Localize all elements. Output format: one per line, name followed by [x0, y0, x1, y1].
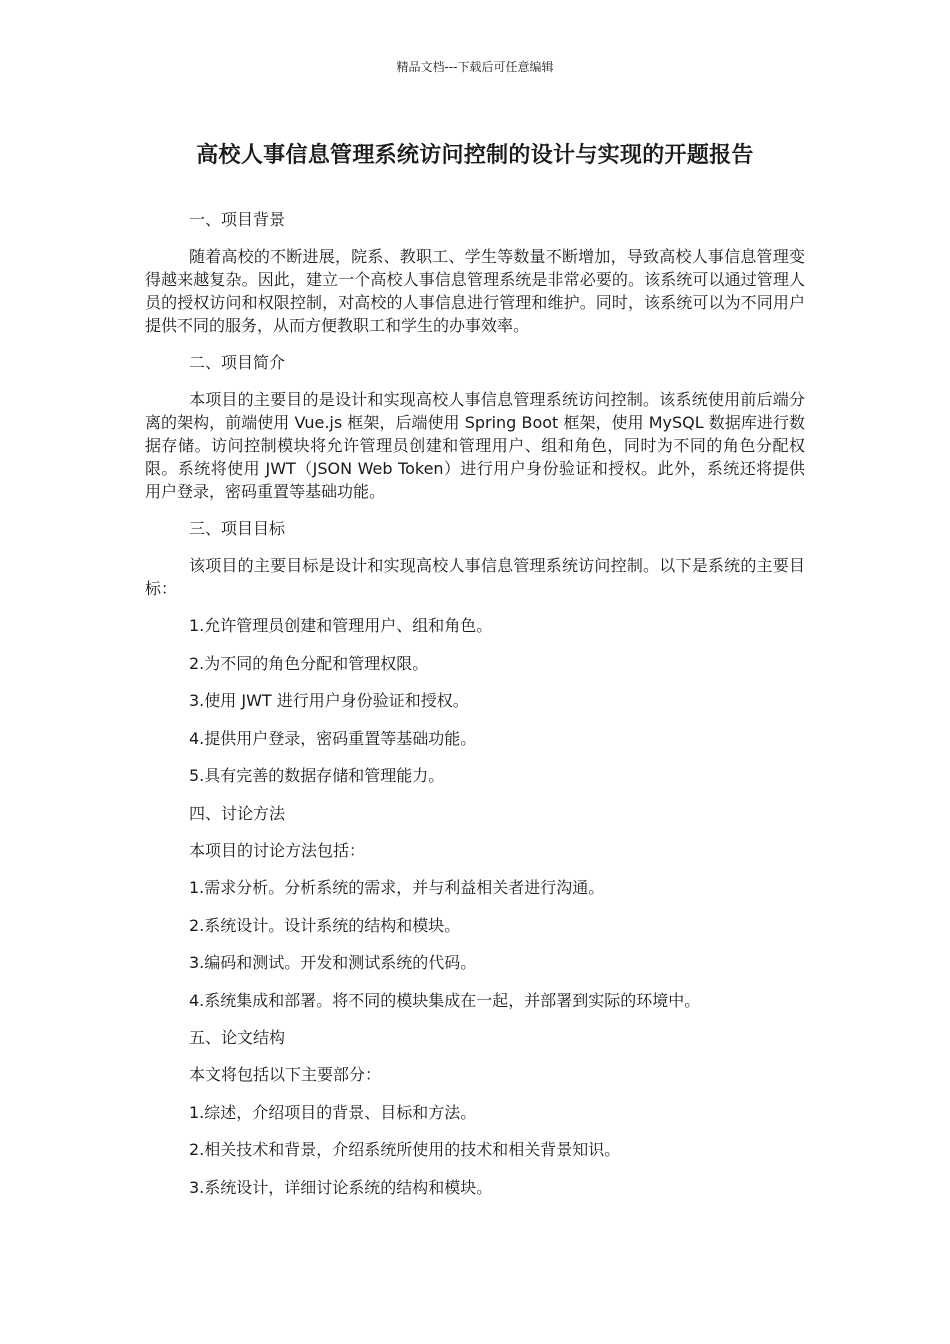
structure-item: 2.相关技术和背景，介绍系统所使用的技术和相关背景知识。: [189, 1140, 621, 1159]
method-item: 1.需求分析。分析系统的需求，并与利益相关者进行沟通。: [189, 878, 605, 897]
document-body: [145, 208, 805, 1213]
section-heading-structure: 五、论文结构: [189, 1028, 286, 1047]
method-item: 2.系统设计。设计系统的结构和模块。: [189, 915, 461, 935]
section-heading-introduction: 二、项目简介: [189, 353, 286, 372]
section-heading-background: 一、项目背景: [189, 210, 286, 229]
goal-item: 3.使用 JWT 进行用户身份验证和授权。: [189, 691, 469, 710]
goals-paragraph: 该项目的主要目标是设计和实现高校人事信息管理系统访问控制。以下是系统的主要目标：: [145, 556, 805, 598]
structure-intro: 本文将包括以下主要部分：: [189, 1065, 382, 1084]
methods-intro: 本项目的讨论方法包括：: [189, 840, 366, 860]
structure-item: 3.系统设计，详细讨论系统的结构和模块。: [189, 1177, 493, 1197]
goal-item: 4.提供用户登录，密码重置等基础功能。: [189, 728, 477, 748]
method-item: 3.编码和测试。开发和测试系统的代码。: [189, 953, 477, 972]
background-paragraph: 随着高校的不断进展，院系、教职工、学生等数量不断增加，导致高校人事信息管理变得越来越复杂。因此，建立一个高校人事信息管理系统是非常必要的。该系统可以通过管理人员的授权访问和权限控制，对高校的人事信息进行管理和维护。同时，该系统可以为不同用户提供不同的服务，从而方便教职工和学生的办事效率。: [145, 247, 805, 335]
structure-item: 1.综述，介绍项目的背景、目标和方法。: [189, 1102, 477, 1122]
goal-item: 2.为不同的角色分配和管理权限。: [189, 653, 429, 673]
document-title: 高校人事信息管理系统访问控制的设计与实现的开题报告: [196, 143, 754, 168]
section-heading-goals: 三、项目目标: [189, 519, 286, 538]
goal-item: 5.具有完善的数据存储和管理能力。: [189, 766, 445, 785]
page-header-watermark: 精品文档---下载后可任意编辑: [396, 60, 554, 74]
goal-item: 1.允许管理员创建和管理用户、组和角色。: [189, 616, 493, 635]
introduction-paragraph: 本项目的主要目的是设计和实现高校人事信息管理系统访问控制。该系统使用前后端分离的架构，前端使用 Vue.js 框架，后端使用 Spring Boot 框架，使用 MySQL 数据库进行数据存储。访问控制模块将允许管理员创建和管理用户、组和角色，同时为不同的角色分配权限。系统将使用 JWT（JSON Web Token）进行用户身份验证和授权。此外，系统还将提供用户登录，密码重置等基础功能。: [145, 390, 805, 501]
section-heading-methods: 四、讨论方法: [189, 803, 286, 823]
method-item: 4.系统集成和部署。将不同的模块集成在一起，并部署到实际的环境中。: [189, 990, 701, 1010]
